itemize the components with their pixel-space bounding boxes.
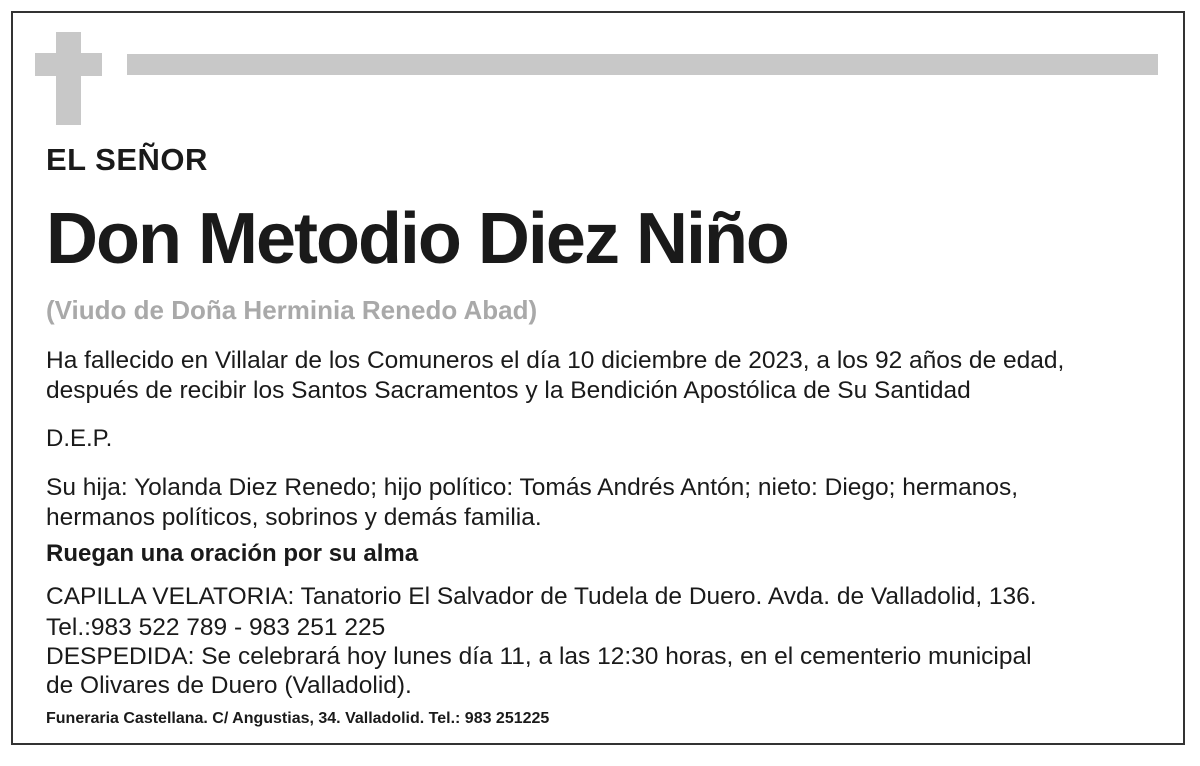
deceased-name: Don Metodio Diez Niño (46, 199, 788, 279)
death-announcement-line: después de recibir los Santos Sacramentos y la Bendición Apostólica de Su Santidad (46, 377, 971, 404)
funeral-home-footer: Funeraria Castellana. C/ Angustias, 34. Valladolid. Tel.: 983 251225 (46, 710, 550, 727)
farewell-info: DESPEDIDA: Se celebrará hoy lunes día 11, a las 12:30 horas, en el cementerio municipal (46, 643, 1032, 670)
rip-text: D.E.P. (46, 425, 113, 452)
death-announcement-line: Ha fallecido en Villalar de los Comuneros el día 10 diciembre de 2023, a los 92 años de edad, (46, 347, 1065, 374)
decorative-bar (127, 54, 1158, 75)
family-line: hermanos políticos, sobrinos y demás familia. (46, 504, 542, 531)
cross-icon (56, 32, 81, 125)
chapel-info: CAPILLA VELATORIA: Tanatorio El Salvador de Tudela de Duero. Avda. de Valladolid, 136. (46, 583, 1037, 610)
cross-icon-arm (35, 53, 102, 76)
prayer-request: Ruegan una oración por su alma (46, 540, 419, 567)
family-line: Su hija: Yolanda Diez Renedo; hijo político: Tomás Andrés Antón; nieto: Diego; hermanos, (46, 474, 1019, 501)
farewell-info: de Olivares de Duero (Valladolid). (46, 672, 412, 699)
phone-info: Tel.:983 522 789 - 983 251 225 (46, 614, 386, 641)
widower-note: (Viudo de Doña Herminia Renedo Abad) (46, 295, 538, 325)
honorific: EL SEÑOR (46, 142, 208, 177)
